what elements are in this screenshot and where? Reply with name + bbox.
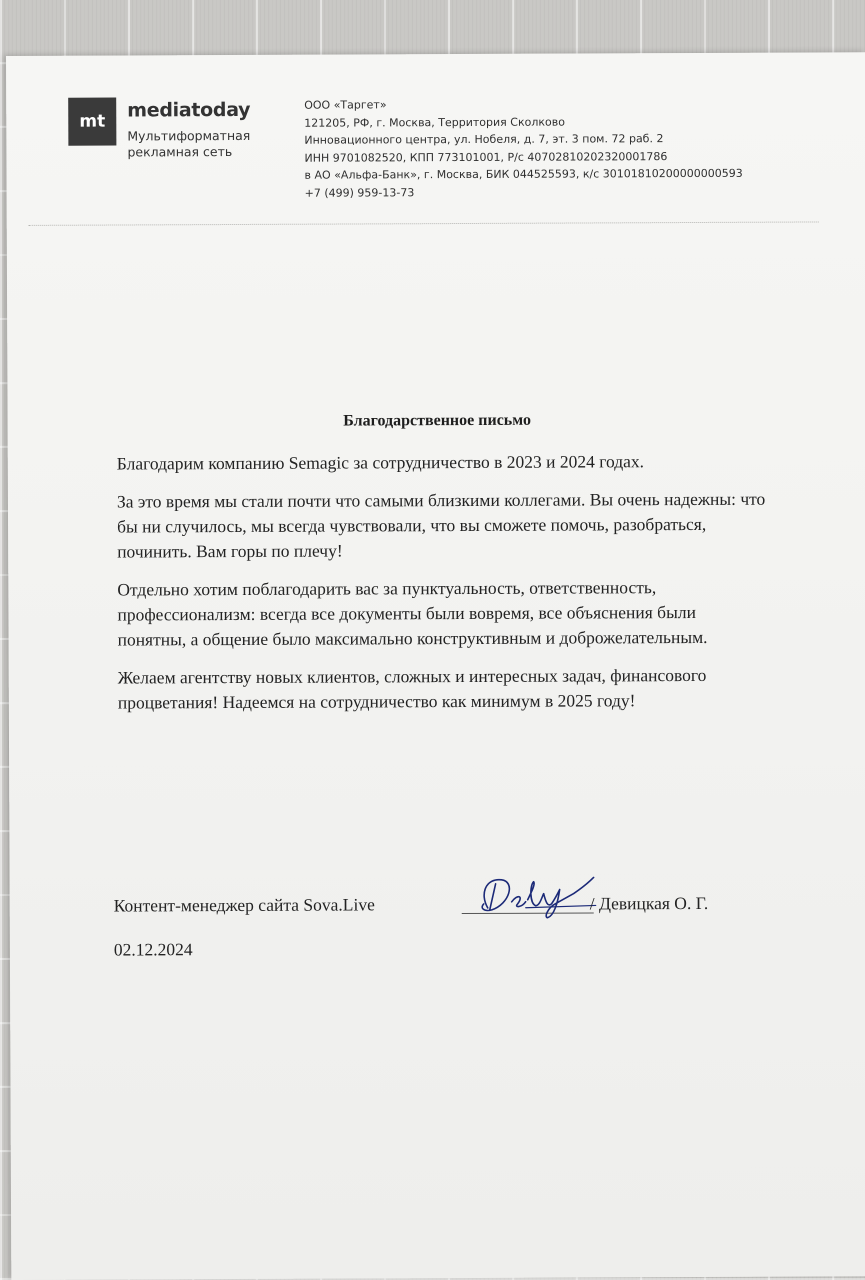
header-divider [29,221,819,225]
signer-name: / Девицкая О. Г. [589,892,709,914]
letter-title: Благодарственное письмо [343,411,531,430]
body-paragraph-2: За это время мы стали почти что самыми близкими коллегами. Вы очень надежны: что бы ни случилось, мы всегда чувствовали, что вы сможете помочь, разобраться, починить. Вам горы по плечу! [116,488,766,562]
requisites-tax-ids: ИНН 9701082520, КПП 773101001, Р/с 40702810202320001786 [304,149,668,165]
letter-body [117,449,768,729]
requisites-address-line-2: Инновационного центра, ул. Нобеля, д. 7, эт. 3 пом. 72 раб. 2 [304,132,664,147]
letter-page [6,52,865,1280]
letter-date: 02.12.2024 [113,939,193,960]
body-paragraph-1: Благодарим компанию Semagic за сотрудничество в 2023 и 2024 годах. [116,451,645,474]
signer-role: Контент-менеджер сайта Sova.Live [113,894,375,916]
company-requisites [304,95,774,202]
logo-tagline-line-1: Мультиформатная [127,127,251,144]
body-paragraph-3: Отдельно хотим поблагодарить вас за пунктуальность, ответственность, профессионализм: всегда все документы были вовремя, все объяснения были понятны, а общение было максимально конструктивным и доброжелательным. [117,577,708,650]
requisites-address-line-1: 121205, РФ, г. Москва, Территория Сколково [304,115,565,130]
requisites-phone: +7 (499) 959-13-73 [304,185,415,200]
handwritten-signature [466,863,606,924]
company-logo [68,97,268,168]
logo-tagline [127,128,277,161]
logo-tagline-line-2: рекламная сеть [127,144,233,160]
logo-name: mediatoday [127,98,251,122]
logo-mark: mt [68,98,116,146]
requisites-bank: в АО «Альфа-Банк», г. Москва, БИК 044525593, к/с 30101810200000000593 [304,166,743,182]
body-paragraph-4: Желаем агентству новых клиентов, сложных и интересных задач, финансового процветания! Надеемся на сотрудничество как минимум в 2025 году! [117,664,707,713]
requisites-company-name: ООО «Таргет» [304,98,387,112]
